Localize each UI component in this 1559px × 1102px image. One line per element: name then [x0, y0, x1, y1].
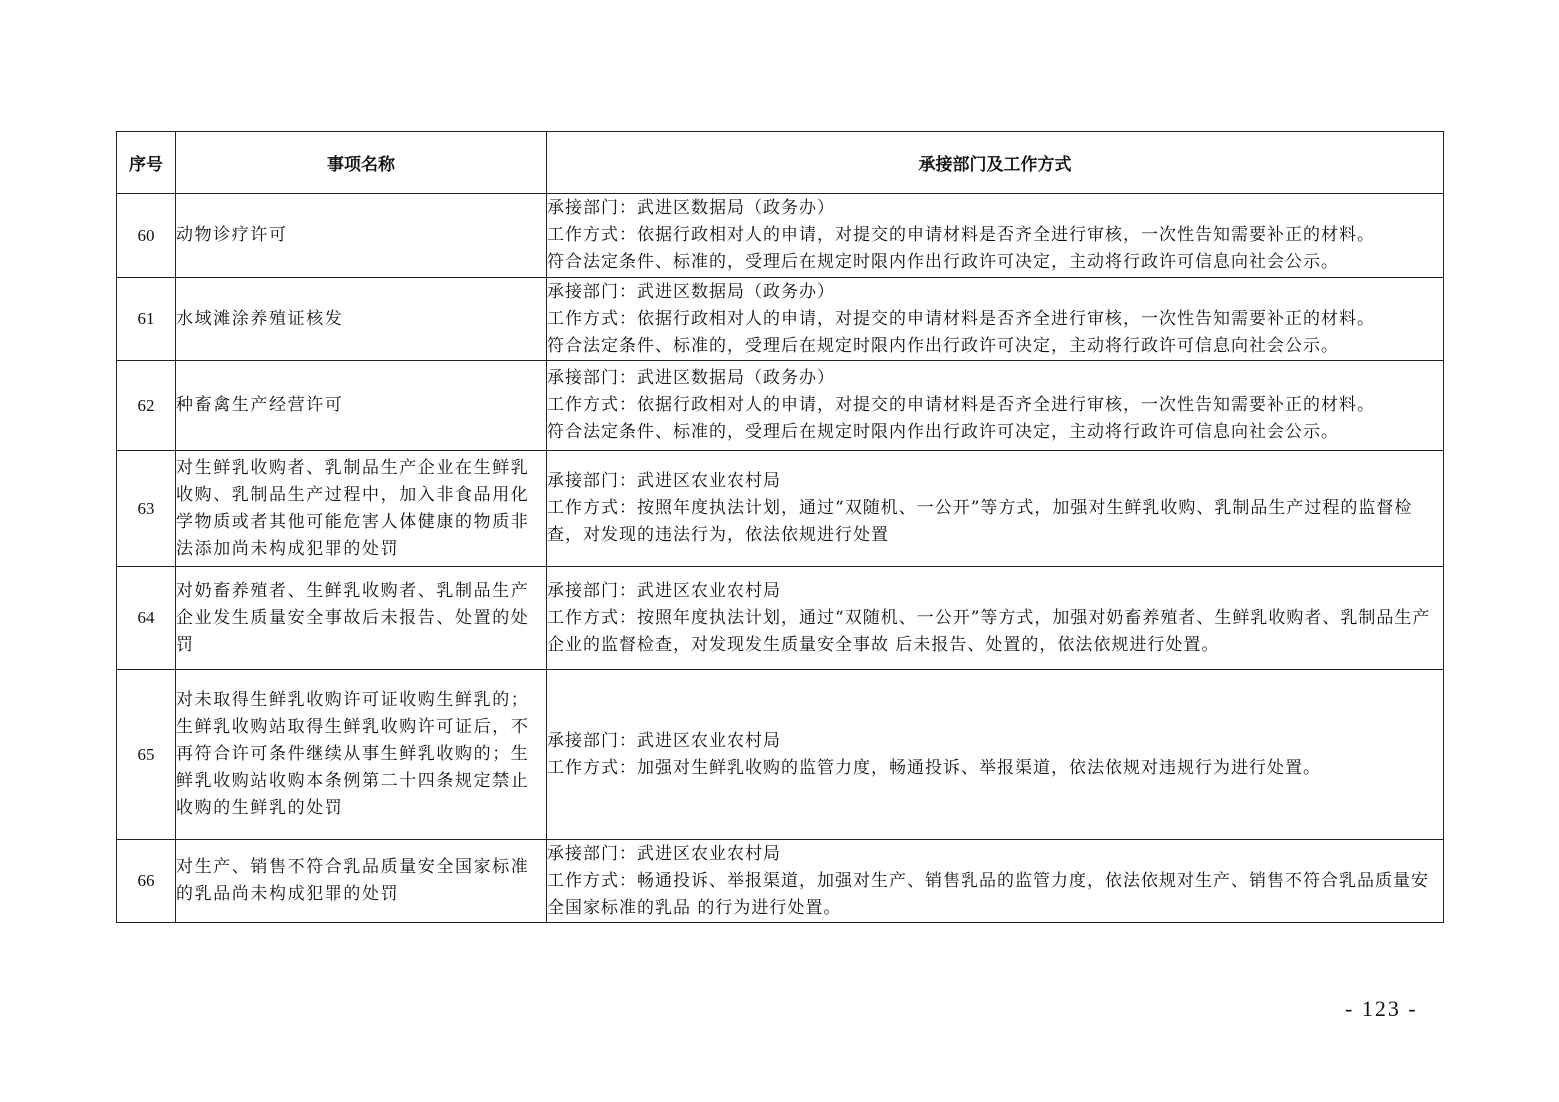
item-name: 对生产、销售不符合乳品质量安全国家标准的乳品尚未构成犯罪的处罚 [176, 840, 547, 923]
item-name: 对未取得生鲜乳收购许可证收购生鲜乳的；生鲜乳收购站取得生鲜乳收购许可证后，不再符合许可条件继续从事生鲜乳收购的；生鲜乳收购站收购本条例第二十四条规定禁止收购的生鲜乳的处罚 [176, 670, 547, 840]
method-line: 工作方式：依据行政相对人的申请，对提交的申请材料是否齐全进行审核，一次性告知需要补正的材料。 [547, 395, 1375, 415]
method-line: 工作方式：畅通投诉、举报渠道，加强对生产、销售乳品的监管力度，依法依规对生产、销售不符合乳品质量安全国家标准的乳品 的行为进行处置。 [547, 870, 1429, 918]
table-row [117, 451, 1444, 567]
row-number: 65 [117, 670, 176, 840]
dept-line: 承接部门：武进区农业农村局 [547, 471, 781, 491]
dept-line: 承接部门：武进区数据局（政务办） [547, 368, 835, 388]
header-item-name: 事项名称 [176, 132, 547, 194]
method-line: 工作方式：依据行政相对人的申请，对提交的申请材料是否齐全进行审核，一次性告知需要补正的材料。 [547, 308, 1375, 329]
matters-table [116, 131, 1444, 923]
item-name: 对奶畜养殖者、生鲜乳收购者、乳制品生产企业发生质量安全事故后未报告、处置的处罚 [176, 567, 547, 670]
header-dept-method: 承接部门及工作方式 [547, 132, 1444, 194]
item-name: 对生鲜乳收购者、乳制品生产企业在生鲜乳收购、乳制品生产过程中，加入非食品用化学物质或者其他可能危害人体健康的物质非法添加尚未构成犯罪的处罚 [176, 451, 547, 567]
dept-line: 承接部门：武进区农业农村局 [547, 843, 781, 864]
dept-method-cell [547, 670, 1444, 840]
dept-method-cell [547, 567, 1444, 670]
table-row [117, 361, 1444, 451]
method-line: 工作方式：依据行政相对人的申请，对提交的申请材料是否齐全进行审核，一次性告知需要补正的材料。 [547, 225, 1375, 245]
dept-line: 承接部门：武进区农业农村局 [547, 580, 781, 601]
header-seq: 序号 [117, 132, 176, 194]
dept-method-cell [547, 840, 1444, 923]
row-number: 62 [117, 361, 176, 451]
row-number: 60 [117, 194, 176, 278]
dept-line: 承接部门：武进区数据局（政务办） [547, 281, 835, 302]
table-row [117, 278, 1444, 361]
table-row [117, 567, 1444, 670]
dept-method-cell [547, 451, 1444, 567]
dept-method-cell [547, 278, 1444, 361]
extra-line: 符合法定条件、标准的，受理后在规定时限内作出行政许可决定，主动将行政许可信息向社会公示。 [547, 335, 1339, 356]
dept-method-cell [547, 194, 1444, 278]
item-name: 水域滩涂养殖证核发 [176, 278, 547, 361]
row-number: 64 [117, 567, 176, 670]
header-row [117, 132, 1444, 194]
extra-line: 符合法定条件、标准的，受理后在规定时限内作出行政许可决定，主动将行政许可信息向社会公示。 [547, 422, 1339, 442]
method-line: 工作方式：按照年度执法计划，通过“双随机、一公开”等方式，加强对生鲜乳收购、乳制品生产过程的监督检查，对发现的违法行为，依法依规进行处置 [547, 498, 1413, 545]
table-row [117, 670, 1444, 840]
dept-line: 承接部门：武进区农业农村局 [547, 730, 781, 751]
dept-line: 承接部门：武进区数据局（政务办） [547, 198, 835, 218]
dept-method-cell [547, 361, 1444, 451]
row-number: 63 [117, 451, 176, 567]
row-number: 61 [117, 278, 176, 361]
table-row [117, 194, 1444, 278]
table-row [117, 840, 1444, 923]
item-name: 动物诊疗许可 [176, 194, 547, 278]
item-name: 种畜禽生产经营许可 [176, 361, 547, 451]
page-number: - 123 - [1345, 996, 1418, 1021]
method-line: 工作方式：加强对生鲜乳收购的监管力度，畅通投诉、举报渠道，依法依规对违规行为进行处置。 [547, 757, 1321, 778]
extra-line: 符合法定条件、标准的，受理后在规定时限内作出行政许可决定，主动将行政许可信息向社会公示。 [547, 252, 1339, 272]
method-line: 工作方式：按照年度执法计划，通过“双随机、一公开”等方式，加强对奶畜养殖者、生鲜乳收购者、乳制品生产企业的监督检查，对发现发生质量安全事故 后未报告、处置的，依法依规进行处置。 [547, 607, 1431, 655]
row-number: 66 [117, 840, 176, 923]
